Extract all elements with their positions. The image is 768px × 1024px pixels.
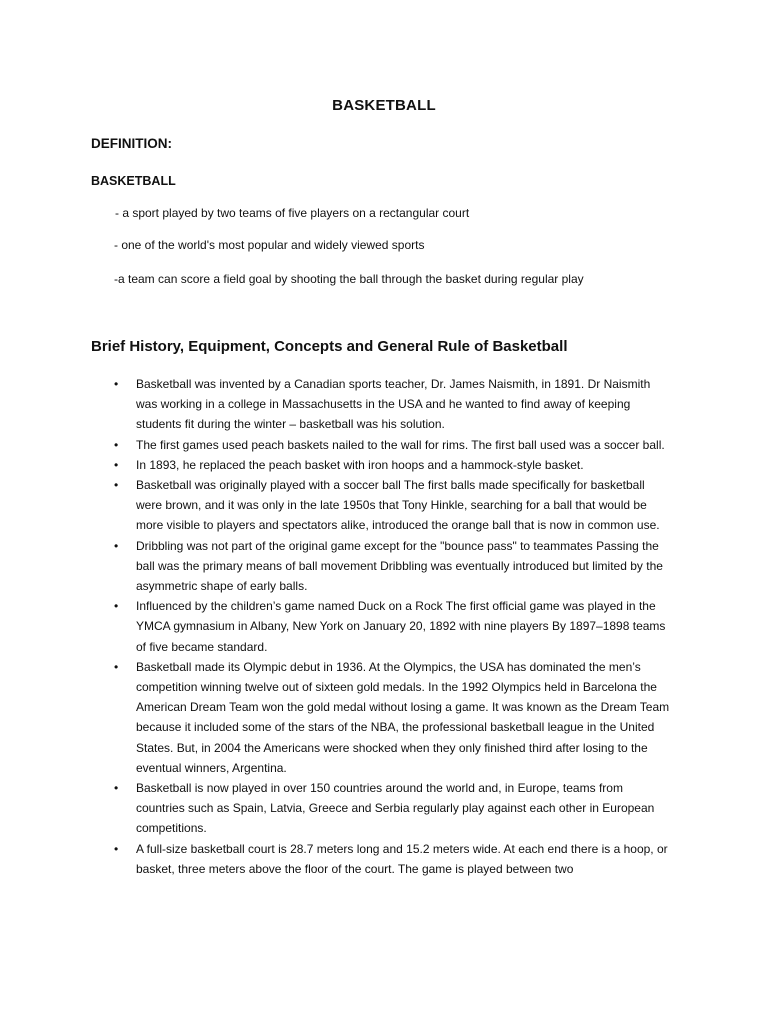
bullet-item bbox=[0, 374, 768, 435]
bullet-icon: • bbox=[114, 478, 119, 493]
bullet-text: A full-size basketball court is 28.7 meters long and 15.2 meters wide. At each end there is a hoop, or basket, three meters above the floor of the court. The game is played between two bbox=[136, 841, 668, 876]
bullet-item bbox=[0, 839, 768, 879]
definition-line: - a sport played by two teams of five players on a rectangular court bbox=[115, 206, 470, 220]
definition-heading: DEFINITION: bbox=[91, 136, 172, 151]
bullet-icon: • bbox=[114, 538, 119, 553]
bullet-text: Influenced by the children’s game named Duck on a Rock The first official game was played in the YMCA gymnasium in Albany, New York on January 20, 1892 with nine players By 1897–1898 teams of five became standard. bbox=[136, 599, 666, 654]
bullet-text: The first games used peach baskets nailed to the wall for rims. The first ball used was a soccer ball. bbox=[136, 437, 665, 452]
bullet-item bbox=[0, 778, 768, 839]
bullet-icon: • bbox=[114, 457, 119, 472]
bullet-icon: • bbox=[114, 377, 119, 391]
bullet-item bbox=[0, 435, 768, 455]
defined-term: BASKETBALL bbox=[91, 174, 176, 188]
bullet-icon: • bbox=[114, 781, 119, 796]
bullet-item bbox=[0, 455, 768, 475]
definition-line: - one of the world's most popular and widely viewed sports bbox=[114, 238, 425, 252]
bullet-item bbox=[0, 475, 768, 536]
document-title: BASKETBALL bbox=[332, 97, 436, 114]
bullet-text: Basketball was invented by a Canadian sports teacher, Dr. James Naismith, in 1891. Dr Naismith was working in a college in Massachusetts in the USA and he wanted to find away of keeping students fit during the winter – basketball was his solution. bbox=[136, 377, 651, 432]
section-heading: Brief History, Equipment, Concepts and General Rule of Basketball bbox=[91, 338, 568, 355]
bullet-icon: • bbox=[114, 437, 119, 452]
bullet-icon: • bbox=[114, 841, 119, 856]
bullet-text: Basketball was originally played with a soccer ball The first balls made specifically for basketball were brown, and it was only in the late 1950s that Tony Hinkle, searching for a ball that would be more visible to players and spectators alike, introduced the orange ball that is now in common use. bbox=[136, 478, 660, 533]
bullet-text: Basketball made its Olympic debut in 1936. At the Olympics, the USA has dominated the men’s competition winning twelve out of sixteen gold medals. In the 1992 Olympics held in Barcelona the American Dream Team won the gold medal without losing a game. It was known as the Dream Team because it included some of the stars of the NBA, the professional basketball league in the United States. But, in 2004 the Americans were shocked when they only finished third after losing to the eventual winners, Argentina. bbox=[136, 659, 670, 775]
bullet-icon: • bbox=[114, 659, 119, 674]
definition-line: -a team can score a field goal by shooting the ball through the basket during regular play bbox=[114, 272, 584, 286]
bullet-text: Dribbling was not part of the original game except for the "bounce pass" to teammates Passing the ball was the primary means of ball movement Dribbling was eventually introduced but limited by the asymmetric shape of early balls. bbox=[136, 538, 663, 594]
bullet-text: Basketball is now played in over 150 countries around the world and, in Europe, teams from countries such as Spain, Latvia, Greece and Serbia regularly play against each other in European competitions. bbox=[136, 781, 655, 836]
history-bullet-list bbox=[0, 374, 768, 879]
bullet-icon: • bbox=[114, 599, 119, 614]
bullet-item bbox=[0, 657, 768, 778]
bullet-text: In 1893, he replaced the peach basket with iron hoops and a hammock-style basket. bbox=[136, 457, 584, 472]
bullet-item bbox=[0, 536, 768, 597]
bullet-item bbox=[0, 596, 768, 657]
